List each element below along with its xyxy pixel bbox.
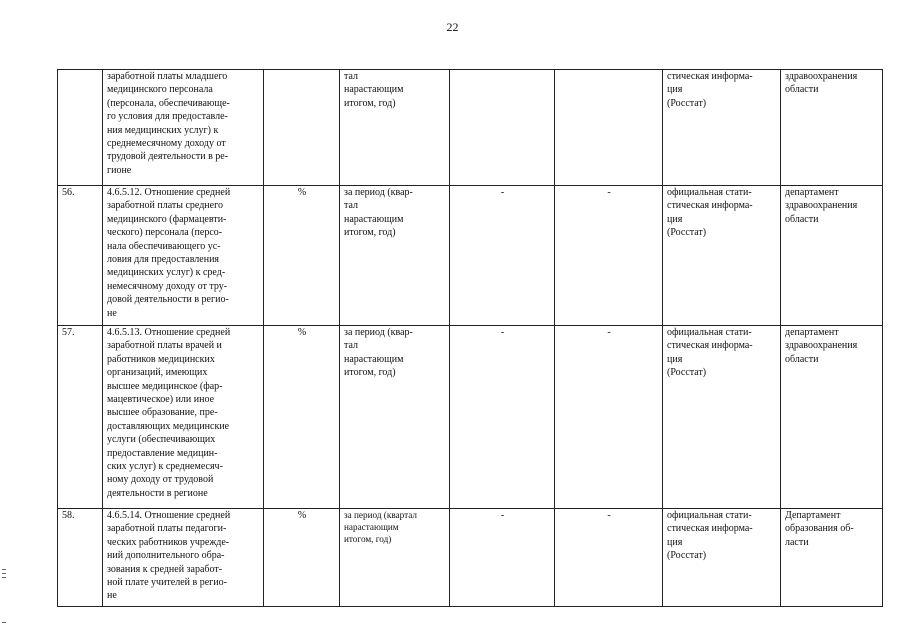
responsible-cell-line: образования об-: [785, 523, 854, 535]
indicator-text-line: довой деятельности в регио-: [107, 294, 229, 306]
source-cell-line: официальная стати-: [667, 187, 752, 198]
responsible-cell: [781, 509, 883, 607]
source-cell: [663, 70, 781, 186]
indicator-text-line: заработной платы младшего: [107, 71, 228, 82]
value-cell-2: -: [555, 509, 663, 607]
responsible-cell-line: департамент: [785, 187, 839, 198]
table-row: [58, 186, 883, 326]
value-cell-2: -: [555, 186, 663, 326]
indicator-text-line: ния медицинских услуг) к: [107, 124, 219, 136]
value-cell-1: -: [450, 509, 555, 607]
indicator-text-line: 4.6.5.13. Отношение средней: [107, 327, 231, 338]
indicator-text: [103, 70, 264, 186]
margin-mark: [2, 569, 6, 570]
period-cell-line: итогом, год): [344, 534, 392, 545]
source-cell: [663, 326, 781, 509]
source-cell-line: (Росстат): [667, 550, 707, 562]
table-row: [58, 326, 883, 509]
margin-mark: [2, 577, 6, 578]
value-cell-1: [450, 70, 555, 186]
table-row: [58, 70, 883, 186]
unit-cell: %: [264, 509, 340, 607]
indicator-text-line: медицинских услуг) к сред-: [107, 267, 226, 279]
table-row: [58, 509, 883, 607]
indicator-text-line: мацевтическое) или иное: [107, 394, 215, 406]
indicator-text: [103, 326, 264, 509]
source-cell-line: ция: [667, 536, 683, 548]
responsible-cell: [781, 186, 883, 326]
source-cell-line: официальная стати-: [667, 327, 752, 338]
source-cell: [663, 186, 781, 326]
indicator-text: [103, 509, 264, 607]
period-cell-line: за период (квар-: [344, 187, 413, 198]
indicator-text-line: немесячному доходу от тру-: [107, 280, 228, 292]
indicator-text-line: ний дополнительного обра-: [107, 550, 225, 562]
indicator-text-line: заработной платы среднего: [107, 200, 223, 212]
row-number: [58, 70, 103, 186]
source-cell-line: стическая информа-: [667, 340, 753, 352]
indicator-text-line: ному доходу от трудовой: [107, 474, 214, 486]
source-cell-line: стическая информа-: [667, 200, 753, 212]
period-cell-line: за период (квар-: [344, 327, 413, 338]
source-cell-line: (Росстат): [667, 227, 707, 239]
period-cell-line: итогом, год): [344, 227, 396, 239]
responsible-cell: [781, 70, 883, 186]
value-cell-2: -: [555, 326, 663, 509]
value-cell-1: -: [450, 326, 555, 509]
indicator-text-line: медицинского персонала: [107, 84, 213, 96]
responsible-cell-line: ласти: [785, 536, 809, 548]
responsible-cell-line: здравоохранения: [785, 200, 858, 212]
indicator-text-line: заработной платы врачей и: [107, 340, 222, 352]
source-cell: [663, 509, 781, 607]
period-cell: [340, 186, 450, 326]
indicator-text-line: работников медицинских: [107, 353, 215, 365]
indicator-text-line: не: [107, 590, 117, 602]
indicator-text-line: медицинского (фармацевти-: [107, 213, 227, 225]
period-cell: [340, 70, 450, 186]
indicators-table: [57, 69, 883, 607]
responsible-cell-line: области: [785, 353, 819, 365]
responsible-cell: [781, 326, 883, 509]
indicator-text-line: 4.6.5.12. Отношение средней: [107, 187, 231, 198]
period-cell-line: за период (квартал: [344, 510, 417, 520]
margin-mark: [2, 622, 6, 623]
responsible-cell-line: здравоохранения: [785, 340, 858, 352]
indicator-text-line: организаций, имеющих: [107, 367, 208, 379]
responsible-cell-line: департамент: [785, 327, 839, 338]
indicator-text-line: нала обеспечивающего ус-: [107, 240, 221, 252]
period-cell-line: тал: [344, 71, 359, 82]
indicator-text-line: услуги (обеспечивающих: [107, 434, 216, 446]
responsible-cell-line: здравоохранения: [785, 71, 858, 82]
period-cell-line: нарастающим: [344, 522, 399, 533]
indicator-text-line: 4.6.5.14. Отношение средней: [107, 510, 231, 521]
row-number: 58.: [58, 509, 103, 607]
indicator-text-line: заработной платы педагоги-: [107, 523, 227, 535]
unit-cell: [264, 70, 340, 186]
indicator-text-line: зования к средней заработ-: [107, 563, 223, 575]
indicator-text-line: ной плате учителей в регио-: [107, 577, 227, 589]
source-cell-line: стическая информа-: [667, 71, 753, 82]
indicator-text-line: не: [107, 307, 117, 319]
page-number: 22: [446, 20, 459, 34]
responsible-cell-line: области: [785, 213, 819, 225]
source-cell-line: ция: [667, 84, 683, 96]
indicator-text-line: гионе: [107, 164, 132, 176]
source-cell-line: ция: [667, 213, 683, 225]
period-cell-line: тал: [344, 200, 359, 212]
row-number: 57.: [58, 326, 103, 509]
indicator-text-line: высшее медицинское (фар-: [107, 380, 223, 392]
period-cell: [340, 326, 450, 509]
period-cell-line: итогом, год): [344, 367, 396, 379]
indicator-text: [103, 186, 264, 326]
indicator-text-line: деятельности в регионе: [107, 487, 208, 499]
period-cell-line: нарастающим: [344, 213, 404, 225]
period-cell-line: нарастающим: [344, 84, 404, 96]
period-cell-line: итогом, год): [344, 97, 396, 109]
source-cell-line: (Росстат): [667, 367, 707, 379]
indicator-text-line: (персонала, обеспечивающе-: [107, 97, 230, 109]
source-cell-line: стическая информа-: [667, 523, 753, 535]
source-cell-line: (Росстат): [667, 97, 707, 109]
value-cell-2: [555, 70, 663, 186]
indicator-text-line: доставляющих медицинские: [107, 420, 230, 432]
unit-cell: %: [264, 186, 340, 326]
unit-cell: %: [264, 326, 340, 509]
responsible-cell-line: области: [785, 84, 819, 96]
responsible-cell-line: Департамент: [785, 510, 841, 521]
period-cell-line: нарастающим: [344, 353, 404, 365]
period-cell: [340, 509, 450, 607]
indicator-text-line: ческих работников учрежде-: [107, 536, 230, 548]
indicator-text-line: высшее образование, пре-: [107, 407, 218, 419]
indicator-text-line: среднемесячному доходу от: [107, 138, 226, 150]
source-cell-line: официальная стати-: [667, 510, 752, 521]
value-cell-1: -: [450, 186, 555, 326]
row-number: 56.: [58, 186, 103, 326]
margin-mark: [2, 573, 6, 574]
source-cell-line: ция: [667, 353, 683, 365]
indicator-text-line: ских услуг) к среднемесяч-: [107, 461, 223, 473]
indicator-text-line: го условия для предоставле-: [107, 111, 228, 123]
indicator-text-line: ловия для предоставления: [107, 254, 220, 266]
indicator-text-line: трудовой деятельности в ре-: [107, 151, 229, 163]
indicator-text-line: предоставление медицин-: [107, 447, 218, 459]
period-cell-line: тал: [344, 340, 359, 352]
indicator-text-line: ческого) персонала (персо-: [107, 227, 223, 239]
